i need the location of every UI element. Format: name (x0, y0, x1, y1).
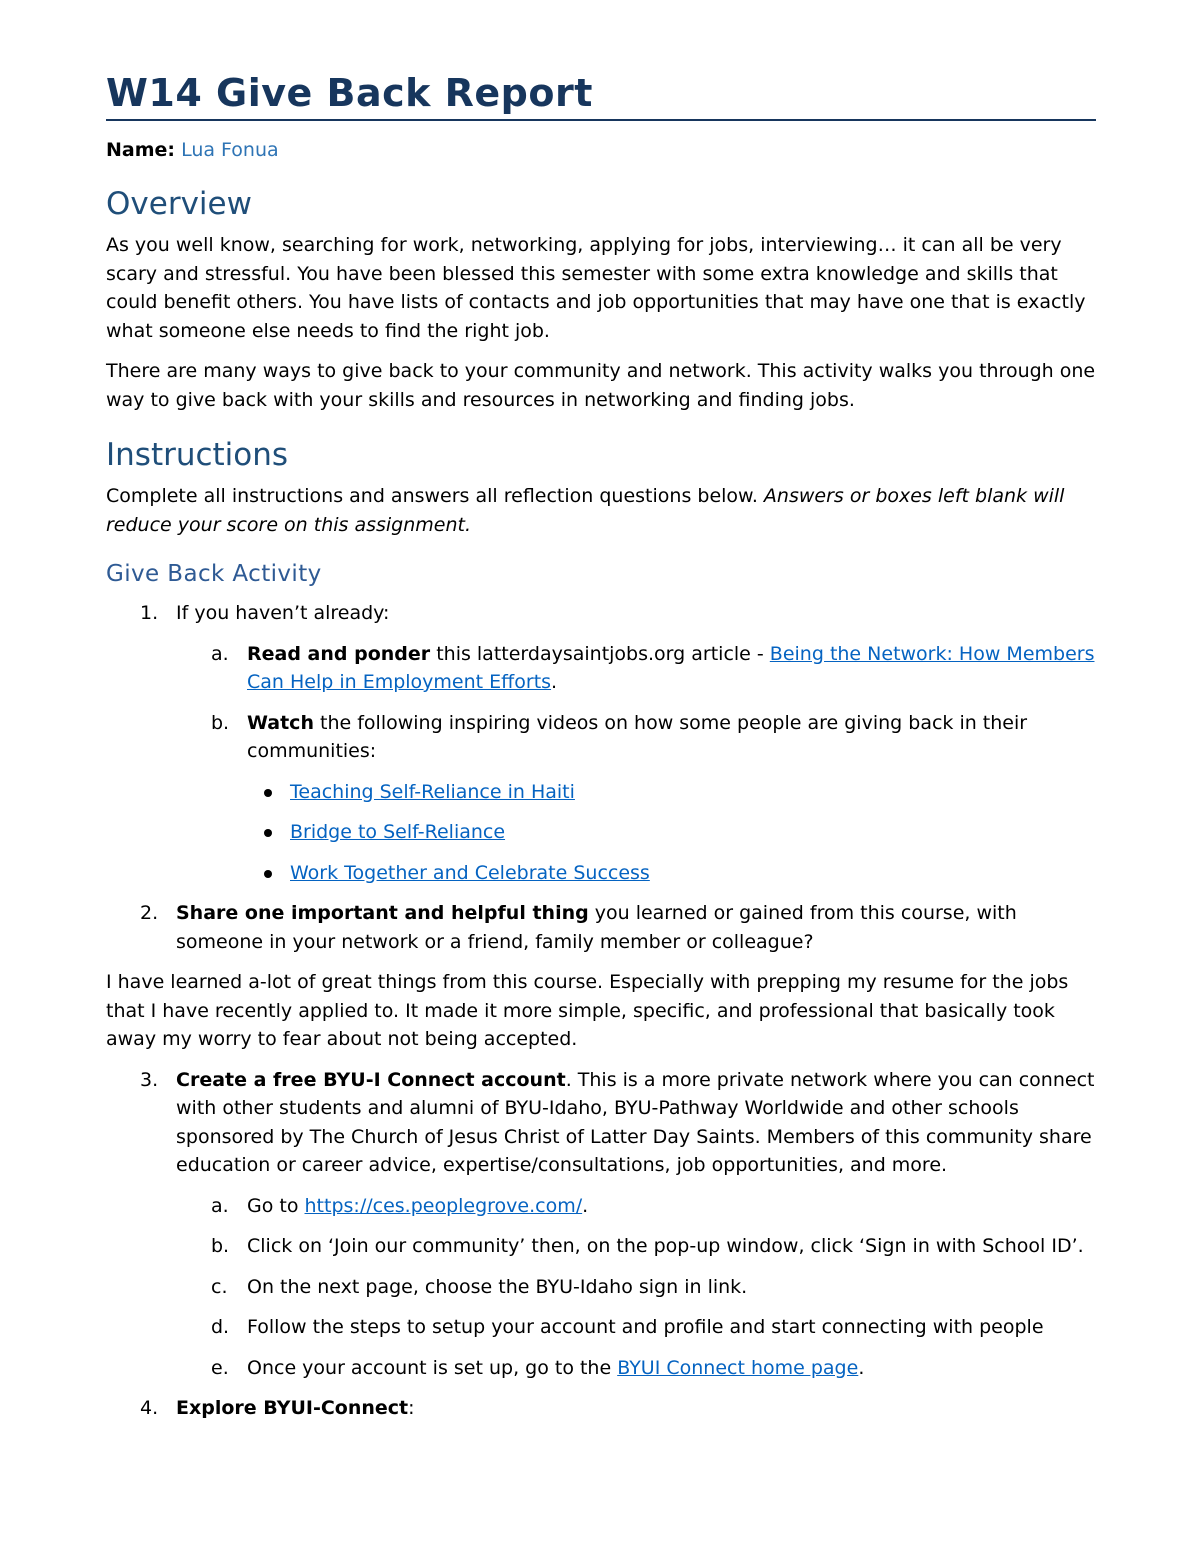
list-item-1a-bold: Read and ponder (247, 642, 431, 665)
list-item-3-text: . This is a more private network where you can connect with other students and alumni of BYU-Idaho, BYU-Pathway Worldwide and other schools sponsored by The Church of Jesus Christ of Latter Day Saints. Members of this community share education or career advice, expertise/consultations, job opportunities, and more. (176, 1068, 1095, 1176)
list-item-2 (106, 899, 1096, 956)
list-item-1b-bold: Watch (247, 711, 314, 734)
list-letter: b. (211, 1235, 230, 1257)
list-item-3e-tail: . (858, 1356, 865, 1379)
video-list-item (106, 778, 1096, 807)
list-letter: d. (211, 1316, 230, 1338)
bullet-icon (264, 789, 272, 797)
list-item-4-bold: Explore BYUI-Connect (176, 1397, 409, 1419)
list-item-3d-text: Follow the steps to setup your account and profile and start connecting with people (247, 1316, 1044, 1338)
instructions-paragraph (106, 482, 1096, 539)
list-item-3-bold: Create a free BYU-I Connect account (176, 1068, 566, 1091)
list-item-4 (106, 1394, 1096, 1423)
name-line (106, 137, 1096, 163)
list-letter: c. (211, 1275, 228, 1298)
name-value: Lua Fonua (181, 139, 279, 161)
list-letter: a. (211, 642, 229, 665)
instructions-heading: Instructions (106, 437, 289, 473)
name-label: Name: (106, 139, 176, 161)
bullet-icon (264, 829, 272, 837)
video-list-item (106, 859, 1096, 888)
list-item-3d (106, 1313, 1096, 1342)
list-item-3b-text: Click on ‘Join our community’ then, on the pop-up window, click ‘Sign in with School ID’. (247, 1235, 1084, 1257)
list-item-3 (106, 1066, 1096, 1180)
page-title: W14 Give Back Report (106, 70, 1096, 121)
peoplegrove-link[interactable]: https://ces.peoplegrove.com/ (304, 1194, 583, 1217)
list-item-4-tail: : (408, 1397, 415, 1419)
video-link-bridge[interactable]: Bridge to Self-Reliance (290, 821, 506, 843)
list-item-3a-text: Go to (247, 1194, 305, 1217)
list-item-3e (106, 1354, 1096, 1383)
list-item-3a-tail: . (582, 1194, 589, 1217)
list-item-3c-text: On the next page, choose the BYU-Idaho sign in link. (247, 1275, 748, 1298)
answer-paragraph: I have learned a-lot of great things from this course. Especially with prepping my resume for the jobs that I have recently applied to. It made it more simple, specific, and professional that basically took away my worry to fear about not being accepted. (106, 971, 1069, 1050)
list-number: 3. (140, 1068, 159, 1091)
list-item-3e-text: Once your account is set up, go to the (247, 1356, 618, 1379)
list-item-2-bold: Share one important and helpful thing (176, 902, 589, 924)
list-number: 2. (140, 902, 159, 924)
overview-paragraph-1: As you well know, searching for work, networking, applying for jobs, interviewing… it can all be very scary and stressful. You have been blessed this semester with some extra knowledge and skills that could benefit others. You have lists of contacts and job opportunities that may have one that is exactly what someone else needs to find the right job. (106, 234, 1086, 342)
list-item-1a (106, 640, 1096, 697)
article-link[interactable]: Being the Network: How Members Can Help in Employment Efforts (247, 642, 1095, 693)
instructions-warning: Answers or boxes left blank will reduce your score on this assignment. (106, 485, 1065, 536)
byui-connect-home-link[interactable]: BYUI Connect home page (617, 1356, 859, 1379)
activity-heading: Give Back Activity (106, 561, 322, 587)
list-item-1b-text: the following inspiring videos on how some people are giving back in their communities: (247, 711, 1028, 762)
list-letter: b. (211, 711, 230, 734)
video-list-item (106, 818, 1096, 847)
list-number: 4. (140, 1397, 159, 1419)
list-letter: a. (211, 1194, 229, 1217)
video-link-haiti[interactable]: Teaching Self-Reliance in Haiti (290, 780, 575, 803)
instructions-text: Complete all instructions and answers all reflection questions below. (106, 485, 764, 507)
video-link-work-together[interactable]: Work Together and Celebrate Success (290, 861, 650, 884)
overview-heading: Overview (106, 186, 252, 222)
overview-paragraph-2: There are many ways to give back to your community and network. This activity walks you through one way to give back with your skills and resources in networking and finding jobs. (106, 360, 1096, 411)
list-item-1 (106, 599, 1096, 628)
list-number: 1. (140, 602, 159, 624)
list-letter: e. (211, 1356, 229, 1379)
list-item-3b (106, 1232, 1096, 1261)
bullet-icon (264, 870, 272, 878)
list-item-1b (106, 709, 1096, 766)
list-item-1a-tail: . (551, 671, 558, 693)
document-page (106, 70, 1096, 1435)
list-item-1-text: If you haven’t already: (176, 602, 390, 624)
list-item-3c (106, 1273, 1096, 1302)
list-item-3a (106, 1192, 1096, 1221)
list-item-2-text: you learned or gained from this course, with someone in your network or a friend, family member or colleague? (176, 902, 1017, 953)
list-item-1a-text: this latterdaysaintjobs.org article - (430, 642, 770, 665)
